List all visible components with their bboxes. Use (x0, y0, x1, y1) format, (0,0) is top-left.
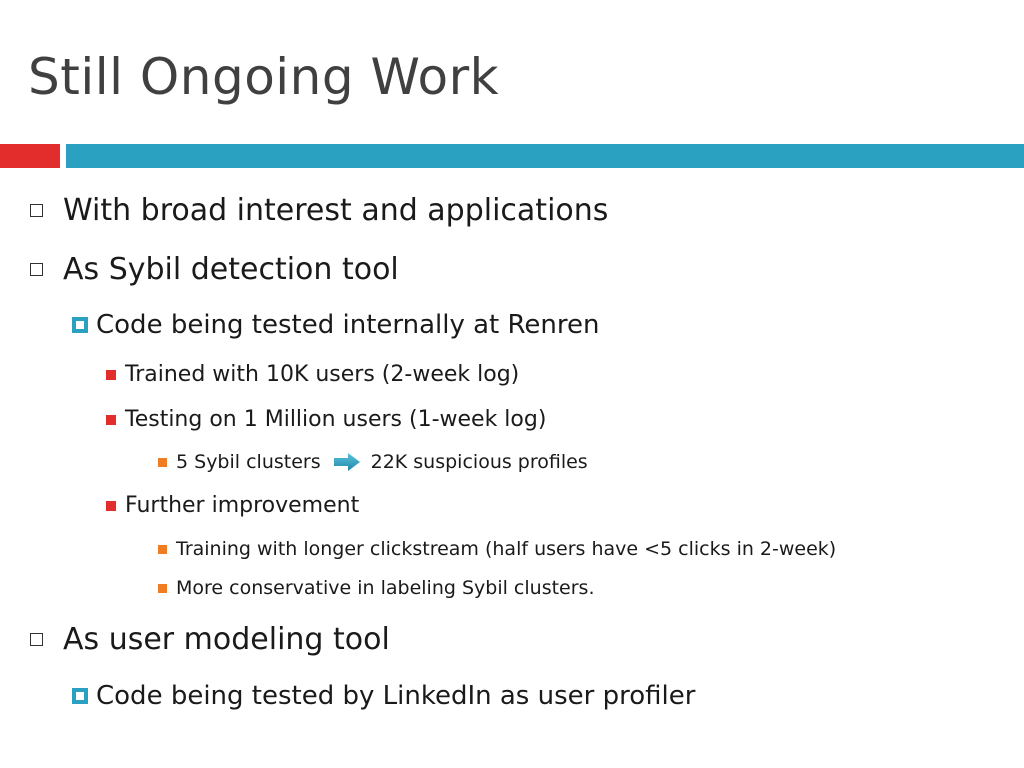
red-square-bullet-icon (106, 415, 116, 425)
bullet-l3-testing (106, 407, 546, 432)
orange-square-bullet-icon (158, 584, 167, 593)
blue-square-bullet-icon (72, 317, 88, 333)
bullet-text: Testing on 1 Million users (1-week log) (125, 407, 547, 432)
bullet-text-before: 5 Sybil clusters (176, 451, 321, 473)
bullet-text: With broad interest and applications (63, 193, 609, 228)
bullet-l1-broad-interest (30, 193, 608, 228)
title-divider-red (0, 144, 60, 168)
orange-square-bullet-icon (158, 545, 167, 554)
bullet-l4-sybil-clusters (158, 451, 588, 473)
hollow-square-bullet-icon (30, 263, 43, 276)
slide-title: Still Ongoing Work (28, 48, 500, 106)
bullet-l1-user-modeling (30, 622, 390, 657)
bullet-l4-conservative-labeling (158, 577, 595, 599)
bullet-text: As Sybil detection tool (63, 252, 399, 287)
right-arrow-icon (333, 452, 361, 472)
red-square-bullet-icon (106, 501, 116, 511)
bullet-text: Code being tested internally at Renren (96, 310, 600, 340)
bullet-text: Further improvement (125, 493, 360, 518)
bullet-text-after: 22K suspicious profiles (370, 451, 588, 473)
orange-square-bullet-icon (158, 458, 167, 467)
hollow-square-bullet-icon (30, 633, 43, 646)
hollow-square-bullet-icon (30, 204, 43, 217)
bullet-text: Trained with 10K users (2-week log) (125, 362, 520, 387)
red-square-bullet-icon (106, 370, 116, 380)
bullet-text: More conservative in labeling Sybil clusters. (176, 577, 595, 599)
bullet-text: As user modeling tool (63, 622, 390, 657)
bullet-l4-longer-clickstream (158, 538, 836, 560)
bullet-l3-trained (106, 362, 519, 387)
bullet-text: Code being tested by LinkedIn as user profiler (96, 681, 696, 711)
bullet-l3-further-improvement (106, 493, 359, 518)
bullet-l2-linkedin (72, 681, 695, 711)
bullet-text: Training with longer clickstream (half users have <5 clicks in 2-week) (176, 538, 837, 560)
bullet-l1-sybil-tool (30, 252, 399, 287)
bullet-l2-renren (72, 310, 599, 340)
blue-square-bullet-icon (72, 688, 88, 704)
title-divider-blue (66, 144, 1024, 168)
